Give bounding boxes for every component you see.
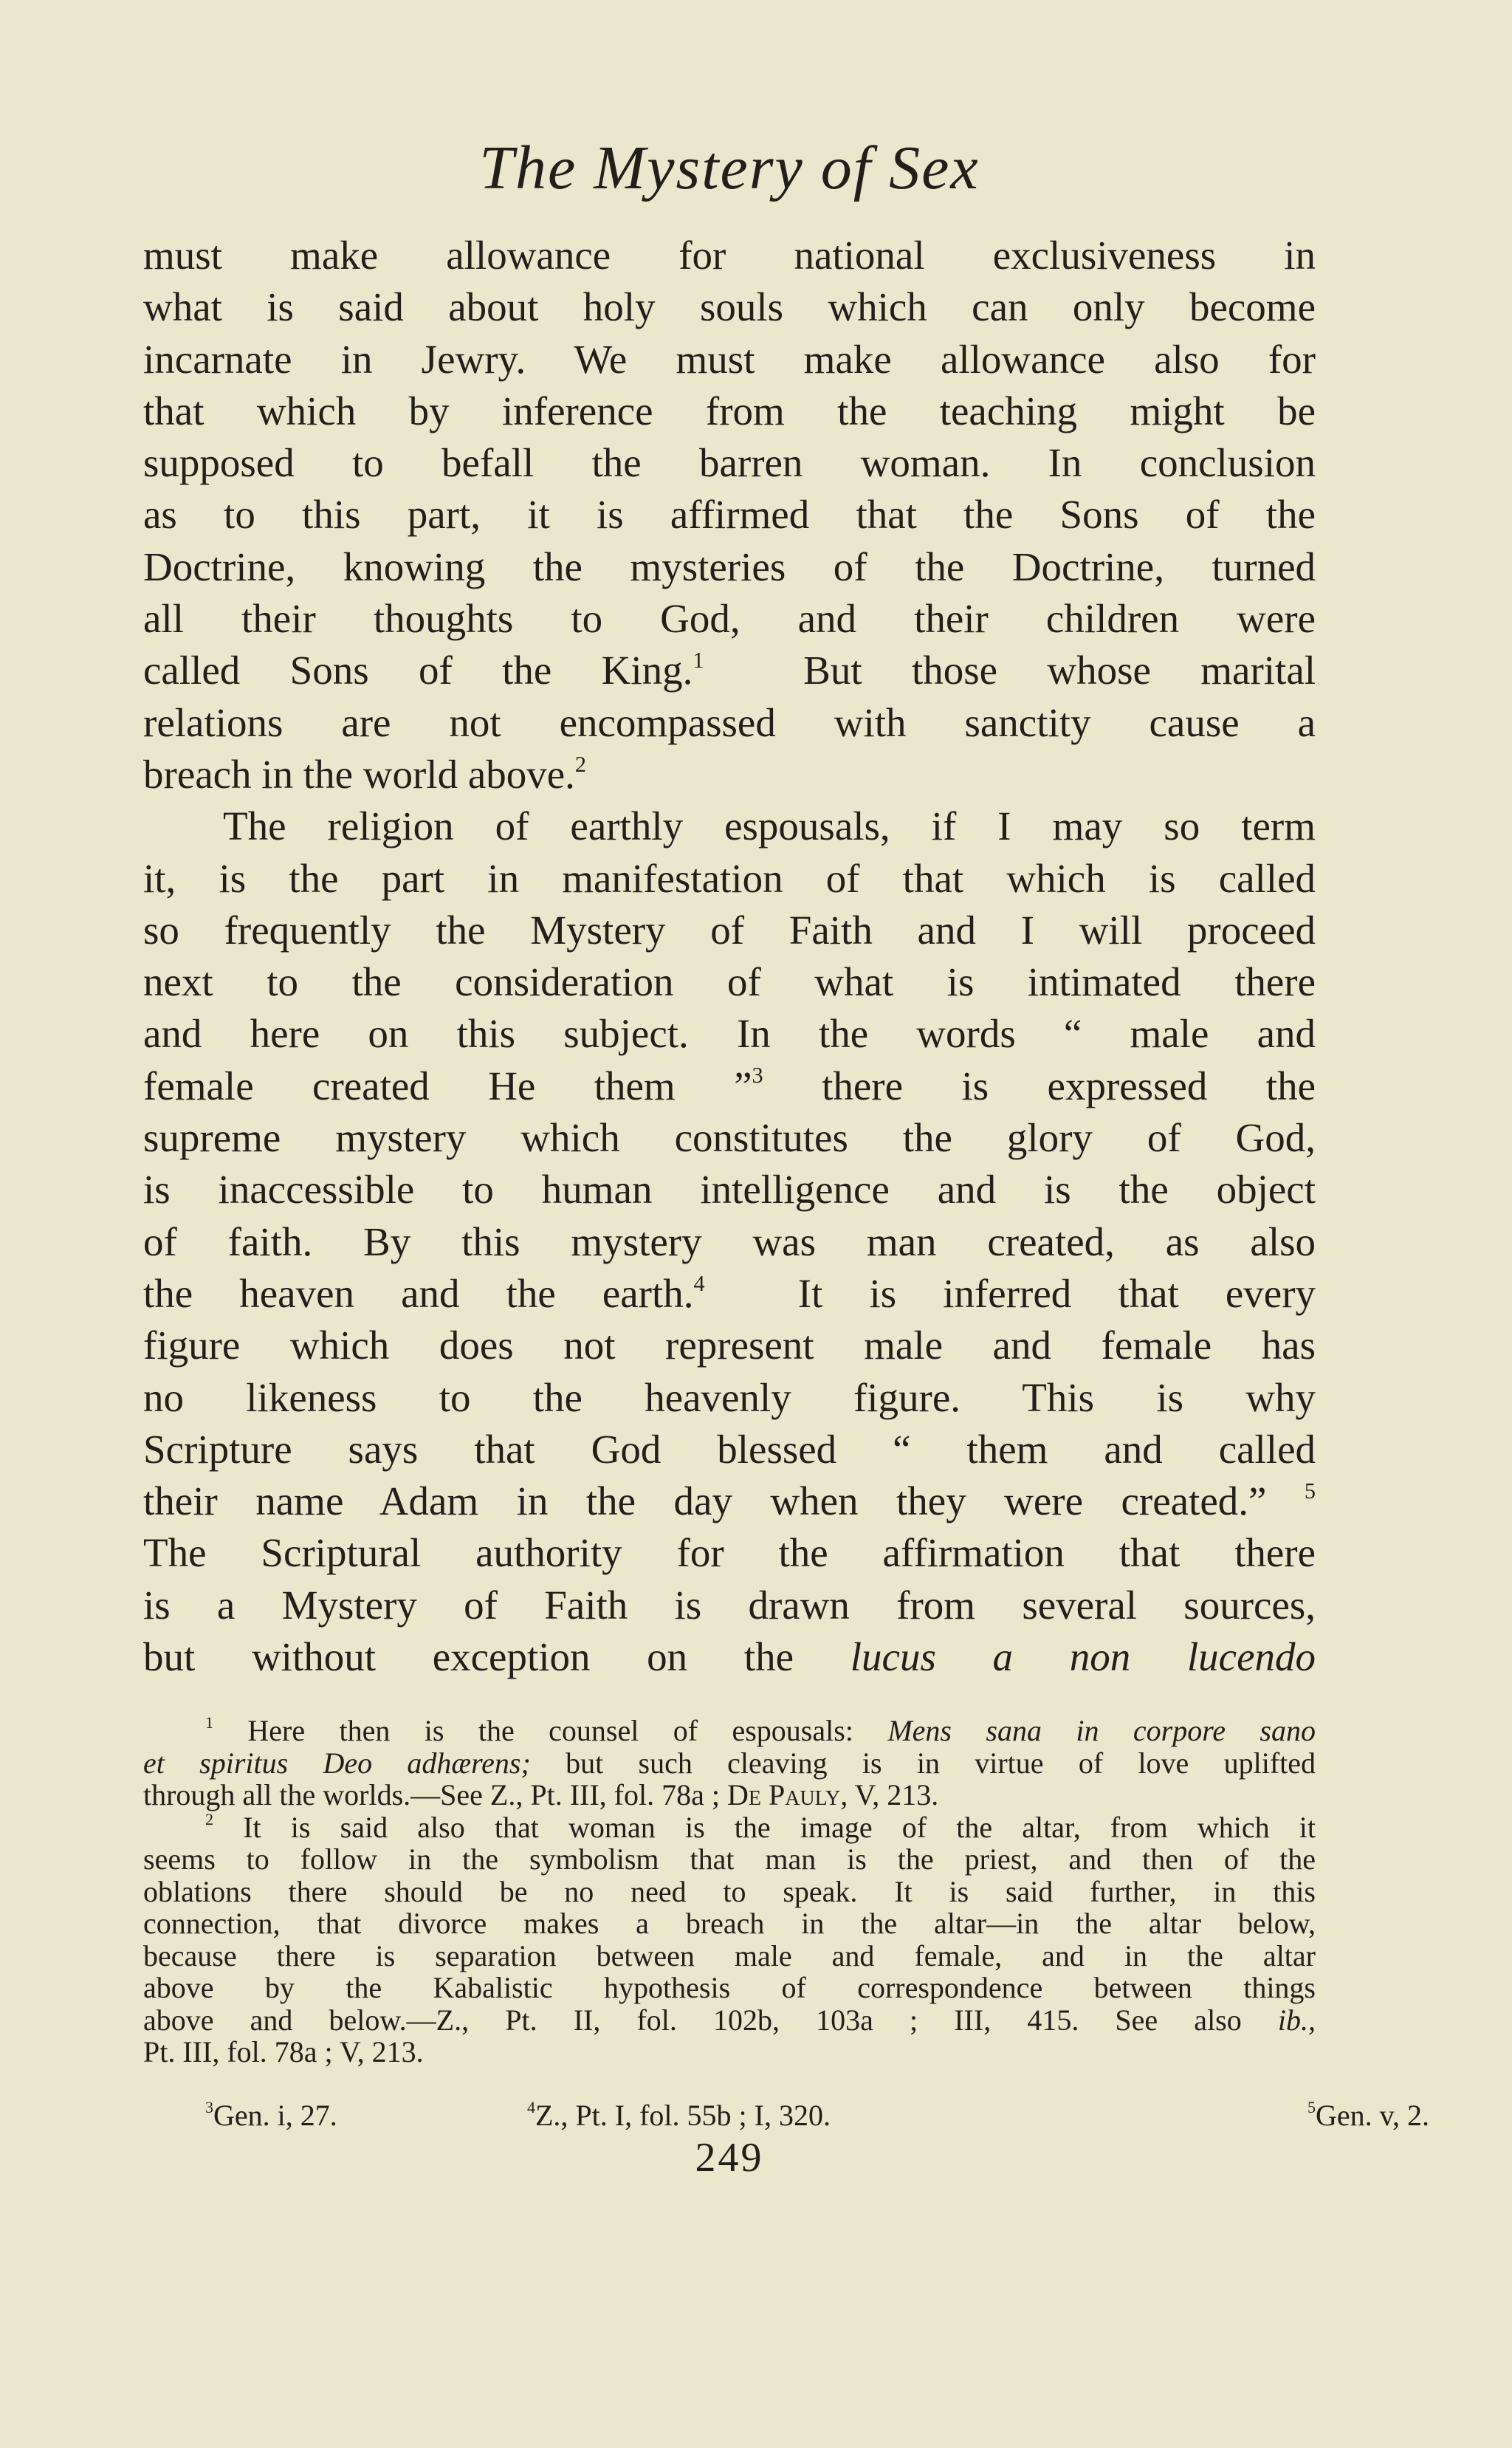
text-line: the heaven and the earth.$^4$ It is inferred that every: [143, 1270, 1316, 1316]
text-line: must make allowance for national exclusiveness in: [143, 233, 1316, 278]
footnote-line: above and below.—Z., Pt. II, fol. 102b, 103a ; III, 415. See also ib.,: [143, 2003, 1316, 2037]
footnote-marker: 2: [205, 1809, 213, 1828]
text-line: is a Mystery of Faith is drawn from several sources,: [143, 1582, 1316, 1628]
running-title: The Mystery of Sex: [479, 134, 980, 202]
short-footnotes: [143, 2098, 1430, 2133]
footnote-2: $^2$ It is said also that woman is the image of the altar, from which it: [205, 1809, 1316, 1844]
footnote-ref: 2: [574, 751, 587, 777]
text-line: all their thoughts to God, and their children were: [143, 596, 1316, 642]
text-line: is inaccessible to human intelligence and is the object: [143, 1167, 1316, 1213]
footnote-line: connection, that divorce makes a breach in the altar—in the altar below,: [143, 1907, 1316, 1940]
text-line: but without exception on the lucus a non lucendo: [143, 1634, 1316, 1680]
text-line: supposed to befall the barren woman. In conclusion: [143, 440, 1316, 486]
footnote-line: oblations there should be no need to speak. It is said further, in this: [143, 1874, 1316, 1908]
footnote-line: above by the Kabalistic hypothesis of correspondence between things: [143, 1971, 1316, 2004]
text-line: it, is the part in manifestation of that which is called: [143, 855, 1316, 901]
text-line: their name Adam in the day when they were created.” $^5$: [143, 1478, 1316, 1524]
footnote-ref: 1: [693, 648, 704, 673]
text-line: The Scriptural authority for the affirmation that there: [143, 1530, 1316, 1576]
footnote-line: Pt. III, fol. 78a ; V, 213.: [143, 2035, 424, 2068]
text-line: female created He them ”$^3$ there is expressed the: [143, 1063, 1316, 1108]
page-number: 249: [695, 2135, 764, 2181]
text-line: supreme mystery which constitutes the glory of God,: [143, 1115, 1316, 1161]
footnote-line: through all the worlds.—See Z., Pt. III, fol. 78a ; De Pauly, V, 213.: [143, 1778, 939, 1811]
footnotes: [143, 1715, 1316, 2068]
footnote-ref: 4: [693, 1270, 705, 1296]
text-line: figure which does not represent male and female has: [143, 1323, 1316, 1368]
text-line: what is said about holy souls which can only become: [143, 284, 1316, 330]
text-line: called Sons of the King.$^1$ But those whose marital: [143, 648, 1316, 693]
footnote-ref: 3: [752, 1063, 763, 1088]
text-line: so frequently the Mystery of Faith and I will proceed: [143, 907, 1316, 953]
footnote-line: because there is separation between male and female, and in the altar: [143, 1938, 1316, 1972]
text-line: no likeness to the heavenly figure. This is why: [143, 1374, 1316, 1420]
text-line: incarnate in Jewry. We must make allowance also for: [143, 336, 1316, 382]
footnote-1: $^1$ Here then is the counsel of espousals: Mens sana in corpore sano: [205, 1713, 1316, 1747]
text-line: relations are not encompassed with sanctity cause a: [143, 699, 1316, 745]
footnote-3: $^3$ Gen. i, 27.: [205, 2098, 337, 2132]
latin-phrase: lucus a non lucendo: [850, 1634, 1316, 1680]
text-line: and here on this subject. In the words “ male and: [143, 1011, 1316, 1057]
book-page: [143, 0, 1430, 2448]
text-line: next to the consideration of what is intimated there: [143, 959, 1316, 1005]
text-line: as to this part, it is affirmed that the Sons of the: [143, 492, 1316, 538]
footnote-marker: 1: [205, 1713, 213, 1732]
footnote-4: $^4$ Z., Pt. I, fol. 55b ; I, 320.: [527, 2098, 831, 2132]
footnote-ref: 5: [1304, 1478, 1316, 1504]
text-line: The religion of earthly espousals, if I may so term: [223, 803, 1316, 849]
text-line: of faith. By this mystery was man created, as also: [143, 1218, 1316, 1264]
main-text: [143, 230, 1316, 1683]
footnote-5: $^5$ Gen. v, 2.: [1307, 2098, 1430, 2132]
text-line: breach in the world above.$^2$: [143, 751, 587, 797]
footnote-line: et spiritus Deo adhærens; but such cleaving is in virtue of love uplifted: [143, 1746, 1316, 1780]
text-line: Doctrine, knowing the mysteries of the Doctrine, turned: [143, 544, 1316, 589]
text-line: Scripture says that God blessed “ them and called: [143, 1426, 1316, 1472]
text-line: that which by inference from the teaching might be: [143, 388, 1316, 433]
footnote-line: seems to follow in the symbolism that man is the priest, and then of the: [143, 1842, 1316, 1876]
